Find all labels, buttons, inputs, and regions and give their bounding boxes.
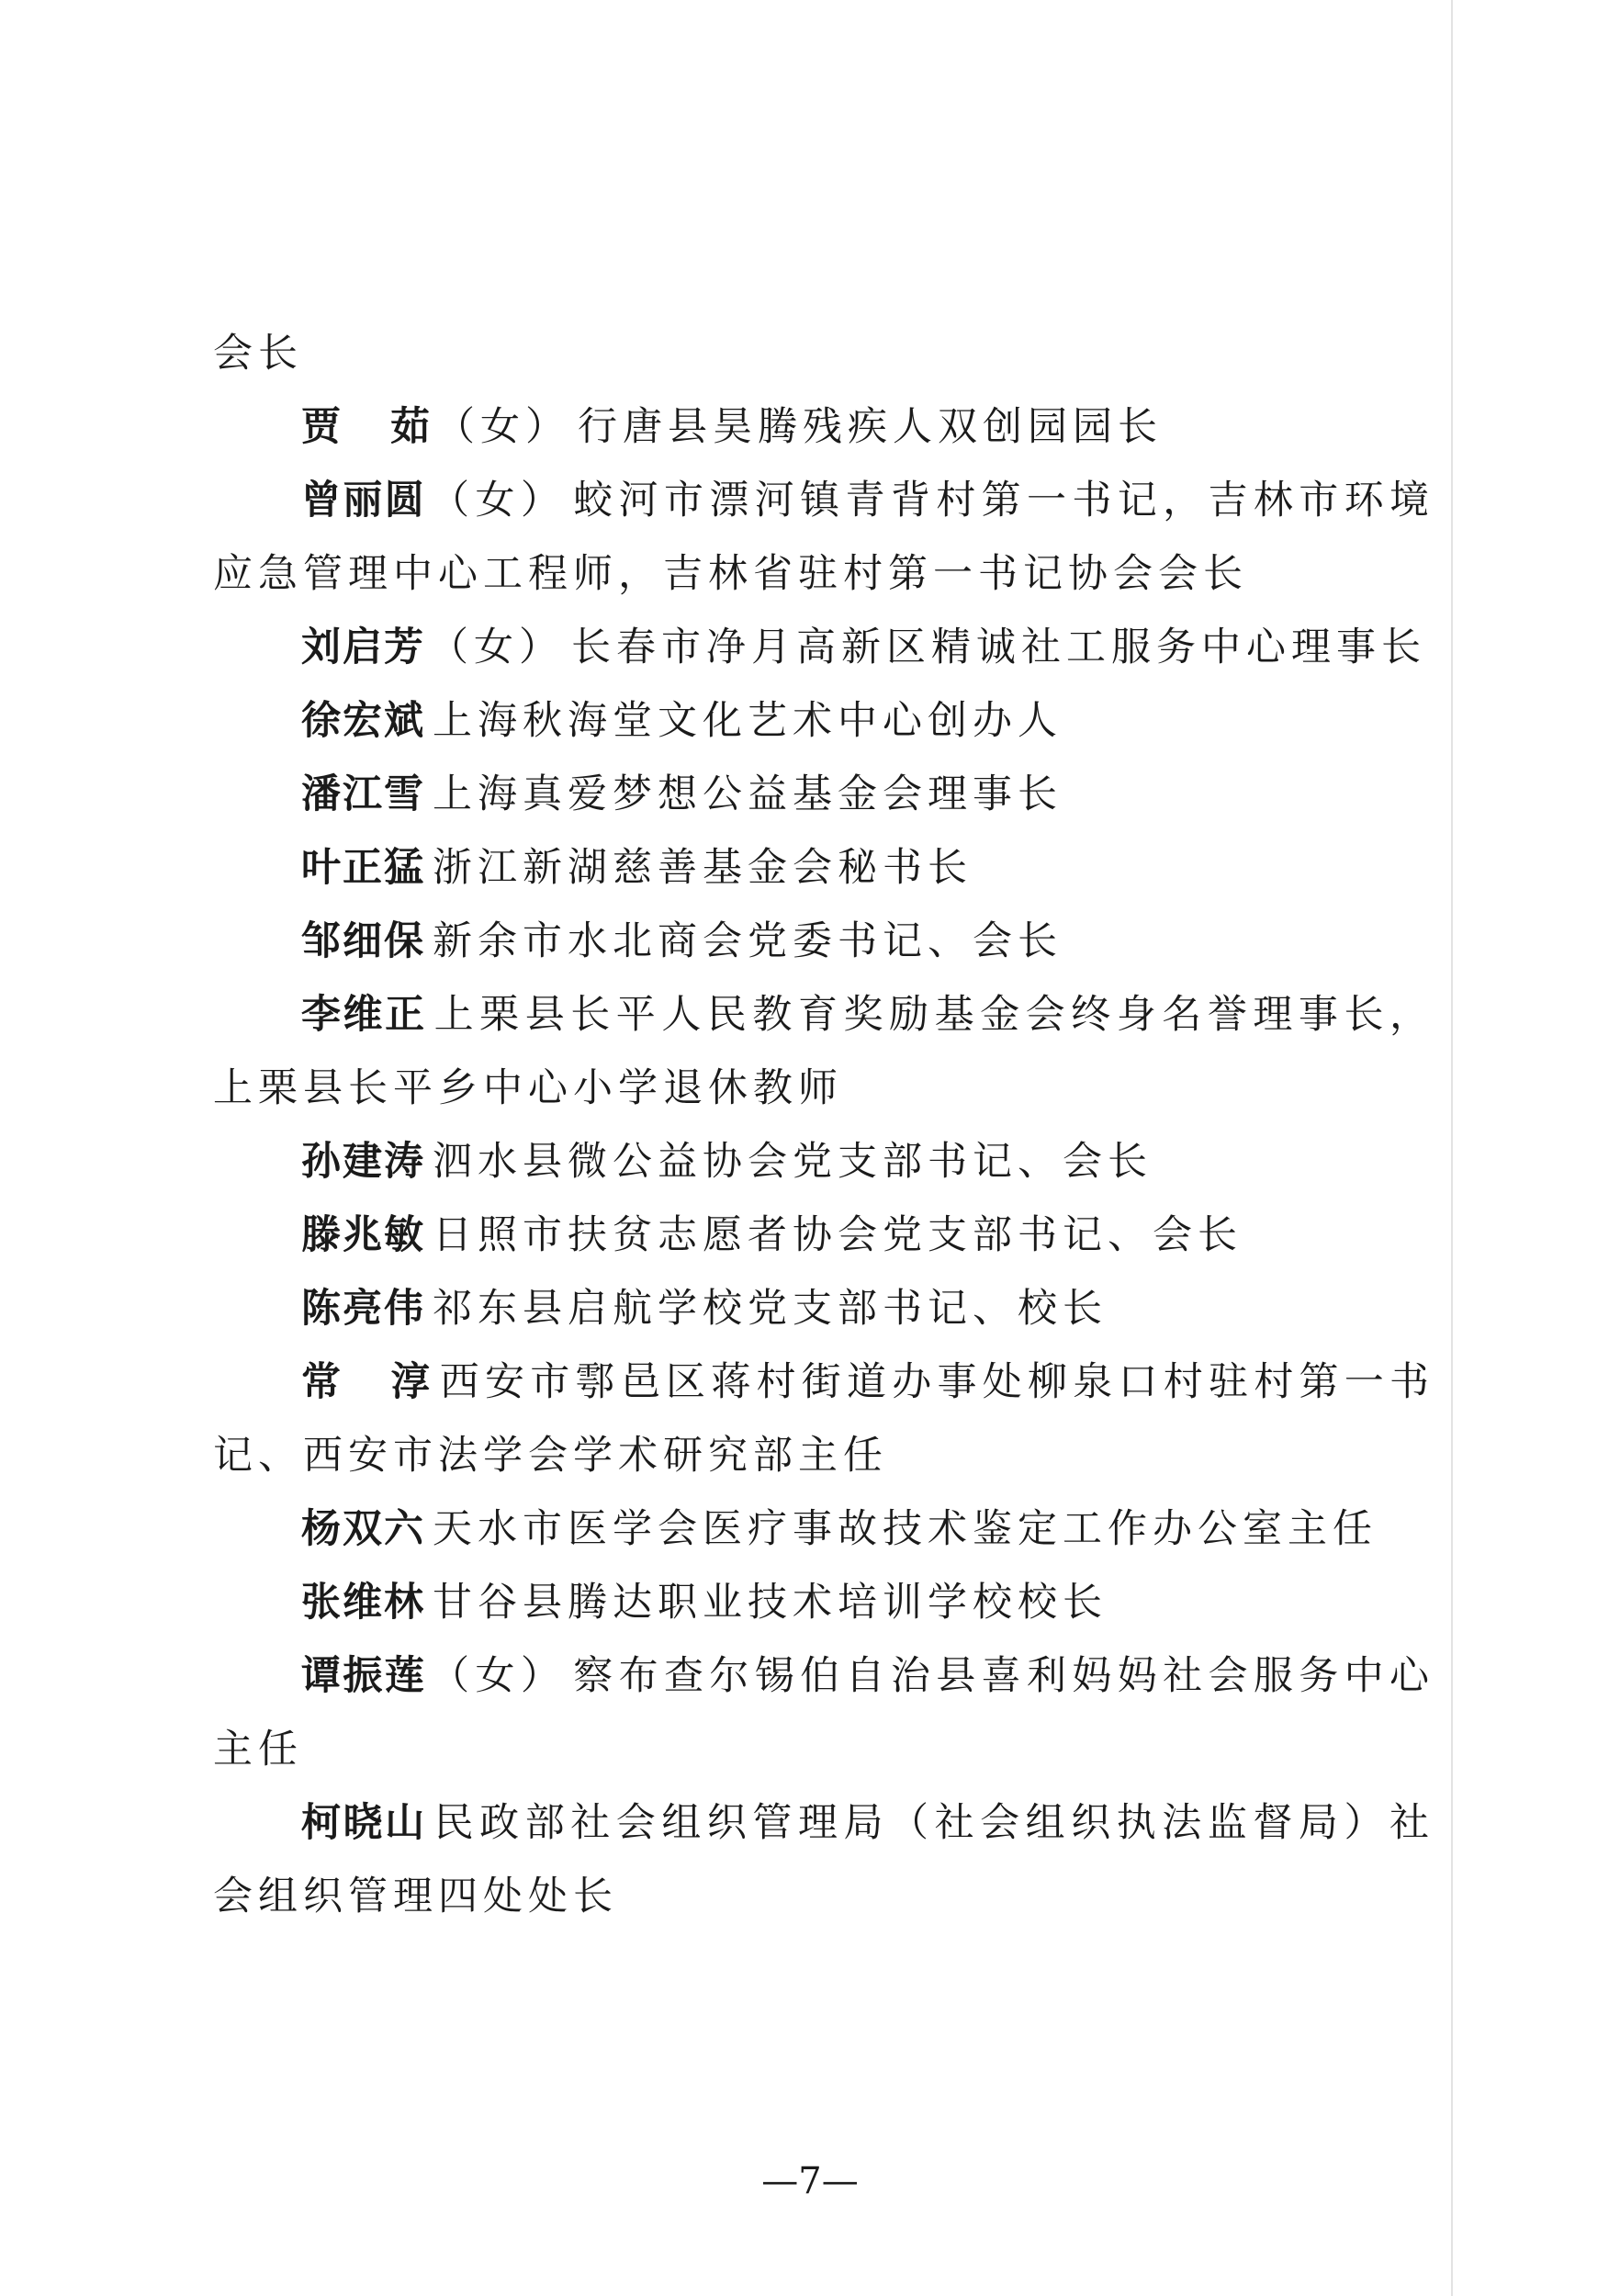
person-description: 甘谷县腾达职业技术培训学校校长 <box>433 1580 1108 1626</box>
document-body <box>213 317 1434 1933</box>
person-name: 贾 茹 <box>301 404 432 450</box>
person-description: 察布查尔锡伯自治县喜利妈妈社会服务中心主任 <box>213 1653 1434 1773</box>
list-item <box>213 1345 1434 1492</box>
list-item <box>213 390 1434 464</box>
list-item <box>213 1786 1434 1933</box>
person-name: 滕兆敏 <box>301 1212 425 1258</box>
gender-note: （女） <box>430 1653 567 1699</box>
list-item <box>213 1566 1434 1639</box>
person-description: 天水市医学会医疗事故技术鉴定工作办公室主任 <box>433 1506 1378 1552</box>
person-name: 邹细保 <box>301 918 425 964</box>
person-description: 民政部社会组织管理局（社会组织执法监督局）社会组织管理四处处长 <box>213 1800 1434 1919</box>
person-name: 柯晓山 <box>301 1800 427 1846</box>
person-name: 张维林 <box>301 1580 425 1626</box>
gender-note: （女） <box>429 625 564 670</box>
gender-note: （女） <box>435 404 570 450</box>
person-description: 浙江新湖慈善基金会秘书长 <box>433 845 973 891</box>
list-item <box>213 464 1434 611</box>
person-description: 蛟河市漂河镇青背村第一书记，吉林市环境应急管理中心工程师，吉林省驻村第一书记协会会长 <box>213 478 1434 597</box>
person-description: 上栗县长平人民教育奖励基金会终身名誉理事长，上栗县长平乡中心小学退休教师 <box>213 992 1434 1111</box>
list-item <box>213 1639 1434 1786</box>
person-name: 孙建涛 <box>301 1139 425 1185</box>
person-description: 上海真爱梦想公益基金会理事长 <box>433 771 1063 817</box>
scan-edge-line <box>1451 0 1453 2296</box>
list-item <box>213 1199 1434 1272</box>
list-item <box>213 611 1434 684</box>
person-description: 泗水县微公益协会党支部书记、会长 <box>433 1139 1153 1185</box>
list-item <box>213 1492 1434 1566</box>
person-description: 长春市净月高新区精诚社工服务中心理事长 <box>571 625 1426 670</box>
list-item <box>213 684 1434 758</box>
list-item <box>213 831 1434 905</box>
person-name: 刘启芳 <box>301 625 425 670</box>
person-name: 杨双六 <box>301 1506 425 1552</box>
person-description: 日照市扶贫志愿者协会党支部书记、会长 <box>433 1212 1243 1258</box>
continuation-text: 会长 <box>213 331 303 377</box>
person-description: 行唐县昊腾残疾人双创园园长 <box>578 404 1163 450</box>
person-name: 潘江雪 <box>301 771 425 817</box>
person-description: 祁东县启航学校党支部书记、校长 <box>433 1286 1108 1332</box>
person-description: 西安市鄠邑区蒋村街道办事处柳泉口村驻村第一书记、西安市法学会学术研究部主任 <box>213 1359 1434 1479</box>
list-item <box>213 978 1434 1125</box>
person-description: 上海秋海堂文化艺术中心创办人 <box>433 698 1063 744</box>
person-name: 徐宏斌 <box>301 698 425 744</box>
person-name: 常 淳 <box>301 1359 433 1405</box>
list-item <box>213 758 1434 831</box>
page-number: —7— <box>761 2160 859 2202</box>
person-name: 谭振莲 <box>301 1653 427 1699</box>
gender-note: （女） <box>430 478 567 523</box>
person-name: 叶正猛 <box>301 845 425 891</box>
list-item <box>213 1125 1434 1199</box>
person-name: 曾丽圆 <box>301 478 427 523</box>
person-name: 陈亮伟 <box>301 1286 425 1332</box>
person-description: 新余市水北商会党委书记、会长 <box>433 918 1063 964</box>
person-name: 李维正 <box>301 992 427 1038</box>
list-item <box>213 1272 1434 1345</box>
list-item <box>213 905 1434 978</box>
